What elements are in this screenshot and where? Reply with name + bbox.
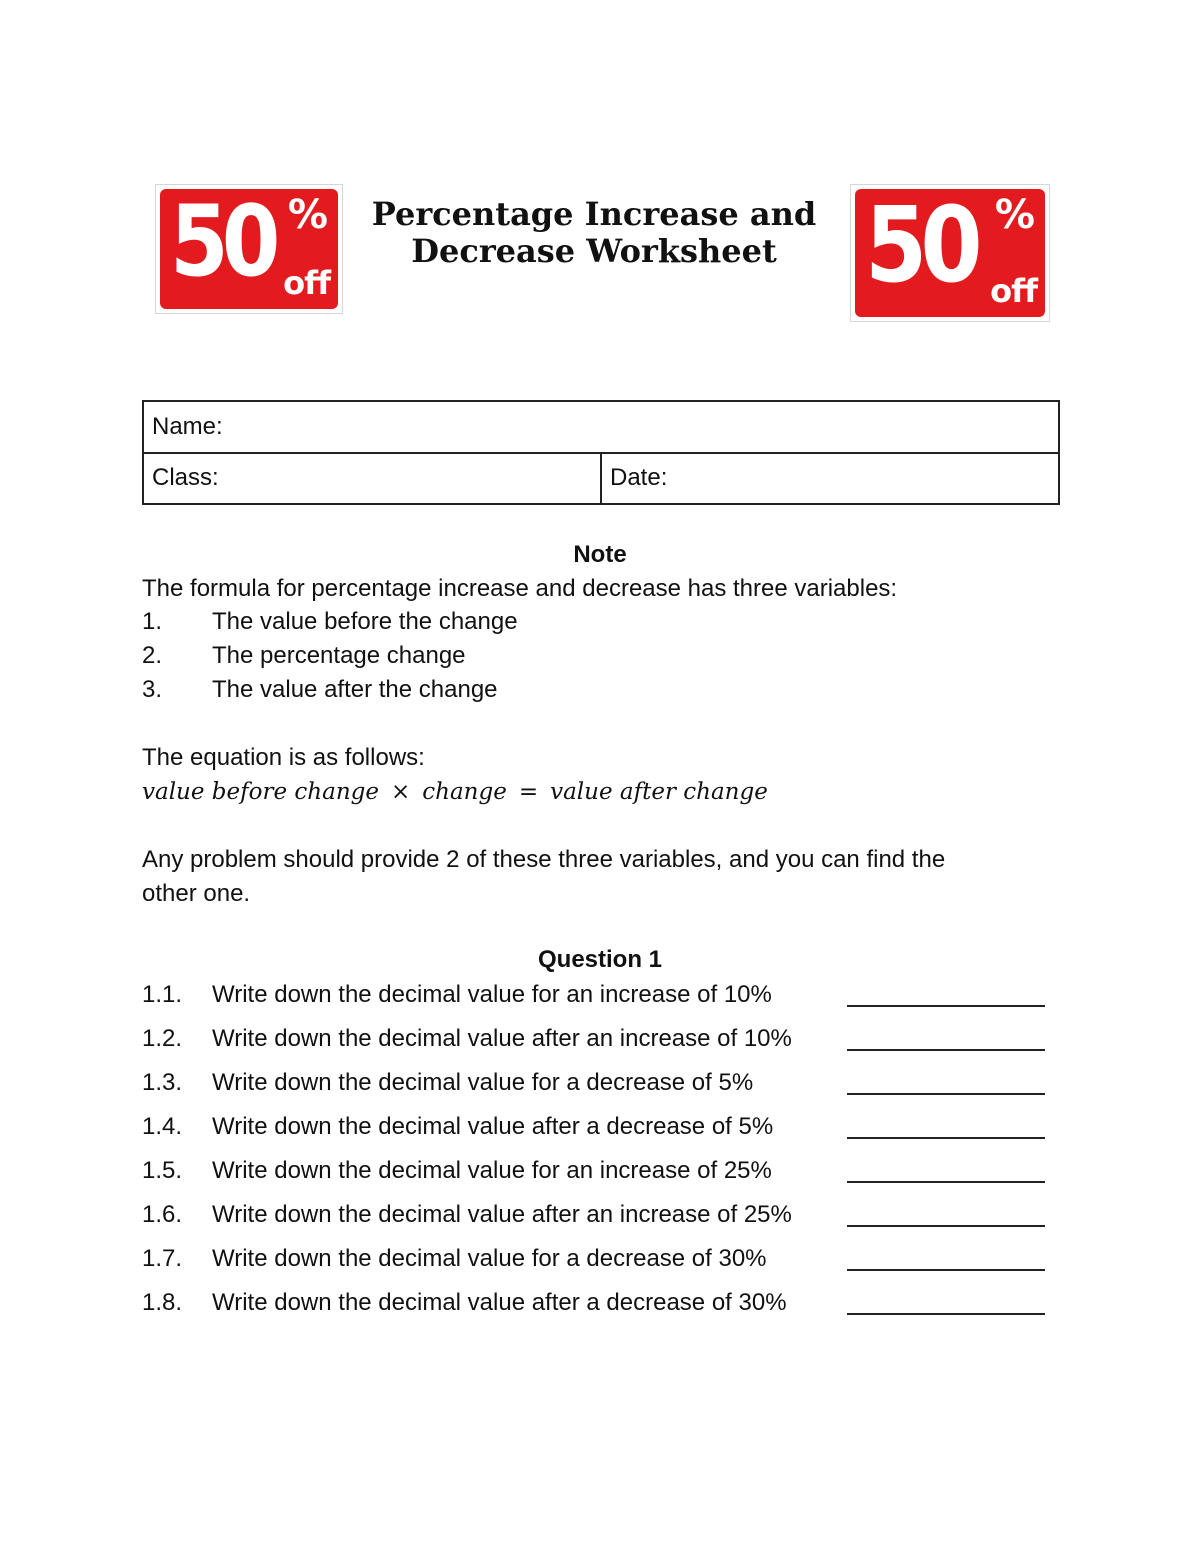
- question-item: [142, 1198, 1048, 1242]
- question-item: [142, 978, 1048, 1022]
- answer-line[interactable]: [847, 1005, 1045, 1007]
- equation-middle: change: [422, 779, 507, 805]
- question-text: Write down the decimal value after a decrease of 5%: [212, 1113, 774, 1140]
- variables-list: [142, 605, 518, 707]
- question-item: [142, 1066, 1048, 1110]
- name-label: Name:: [152, 413, 223, 440]
- list-item: [142, 673, 518, 707]
- question-number: 1.6.: [142, 1201, 183, 1228]
- question-text: Write down the decimal value after an increase of 25%: [212, 1201, 792, 1228]
- list-item: [142, 605, 518, 639]
- question-text: Write down the decimal value for a decrease of 30%: [212, 1245, 767, 1272]
- equation-times: ×: [390, 779, 411, 805]
- class-field[interactable]: [144, 453, 602, 503]
- student-info-table: [142, 400, 1060, 505]
- answer-line[interactable]: [847, 1049, 1045, 1051]
- date-label: Date:: [610, 464, 668, 491]
- answer-line[interactable]: [847, 1093, 1045, 1095]
- sale-badge-left-off: off: [283, 264, 330, 302]
- sale-badge-left-background: [160, 189, 338, 309]
- question-text: Write down the decimal value for an increase of 10%: [212, 981, 772, 1008]
- question-item: [142, 1242, 1048, 1286]
- question-number: 1.2.: [142, 1025, 183, 1052]
- info-row-class-date: [144, 453, 1058, 503]
- question-item: [142, 1286, 1048, 1330]
- question-text: Write down the decimal value for an increase of 25%: [212, 1157, 772, 1184]
- equation-right: value after change: [550, 779, 768, 805]
- sale-badge-left: [155, 184, 343, 314]
- sale-badge-left-number: 50: [170, 189, 274, 299]
- question-number: 1.1.: [142, 981, 183, 1008]
- question-number: 1.3.: [142, 1069, 183, 1096]
- sale-badge-right-percent: %: [994, 192, 1035, 238]
- note-intro: The formula for percentage increase and decrease has three variables:: [142, 575, 898, 602]
- question-text: Write down the decimal value after an increase of 10%: [212, 1025, 792, 1052]
- answer-line[interactable]: [847, 1225, 1045, 1227]
- page-title: Percentage Increase and Decrease Worksheet: [371, 195, 817, 270]
- question-number: 1.4.: [142, 1113, 183, 1140]
- note-heading: Note: [573, 541, 627, 568]
- problem-text-line-1: Any problem should provide 2 of these three variables, and you can find the: [142, 846, 946, 873]
- answer-line[interactable]: [847, 1313, 1045, 1315]
- sale-badge-right-off: off: [990, 272, 1037, 310]
- info-row-name: [144, 402, 1058, 454]
- question-1-heading: Question 1: [537, 946, 663, 973]
- question-item: [142, 1154, 1048, 1198]
- class-label: Class:: [152, 464, 219, 491]
- question-number: 1.7.: [142, 1245, 183, 1272]
- sale-badge-right-number: 50: [865, 189, 976, 306]
- answer-line[interactable]: [847, 1137, 1045, 1139]
- sale-badge-left-percent: %: [287, 192, 328, 238]
- list-item-text: The percentage change: [212, 642, 466, 669]
- question-number: 1.8.: [142, 1289, 183, 1316]
- equation: [142, 775, 768, 809]
- sale-badge-right-background: [855, 189, 1045, 317]
- question-text: Write down the decimal value after a decrease of 30%: [212, 1289, 787, 1316]
- list-item-text: The value before the change: [212, 608, 518, 635]
- answer-line[interactable]: [847, 1181, 1045, 1183]
- equation-left: value before change: [142, 779, 379, 805]
- equation-intro: The equation is as follows:: [142, 744, 425, 771]
- date-field[interactable]: [602, 453, 1058, 503]
- sale-badge-right: [850, 184, 1050, 322]
- list-item-number: 1.: [142, 608, 163, 635]
- question-item: [142, 1022, 1048, 1066]
- name-field[interactable]: [144, 402, 1058, 452]
- question-number: 1.5.: [142, 1157, 183, 1184]
- answer-line[interactable]: [847, 1269, 1045, 1271]
- question-text: Write down the decimal value for a decrease of 5%: [212, 1069, 754, 1096]
- list-item-number: 2.: [142, 642, 163, 669]
- equation-equals: =: [518, 779, 539, 805]
- problem-text-line-2: other one.: [142, 880, 251, 907]
- question-1-list: [142, 978, 1048, 1330]
- list-item-number: 3.: [142, 676, 163, 703]
- question-item: [142, 1110, 1048, 1154]
- list-item: [142, 639, 518, 673]
- list-item-text: The value after the change: [212, 676, 498, 703]
